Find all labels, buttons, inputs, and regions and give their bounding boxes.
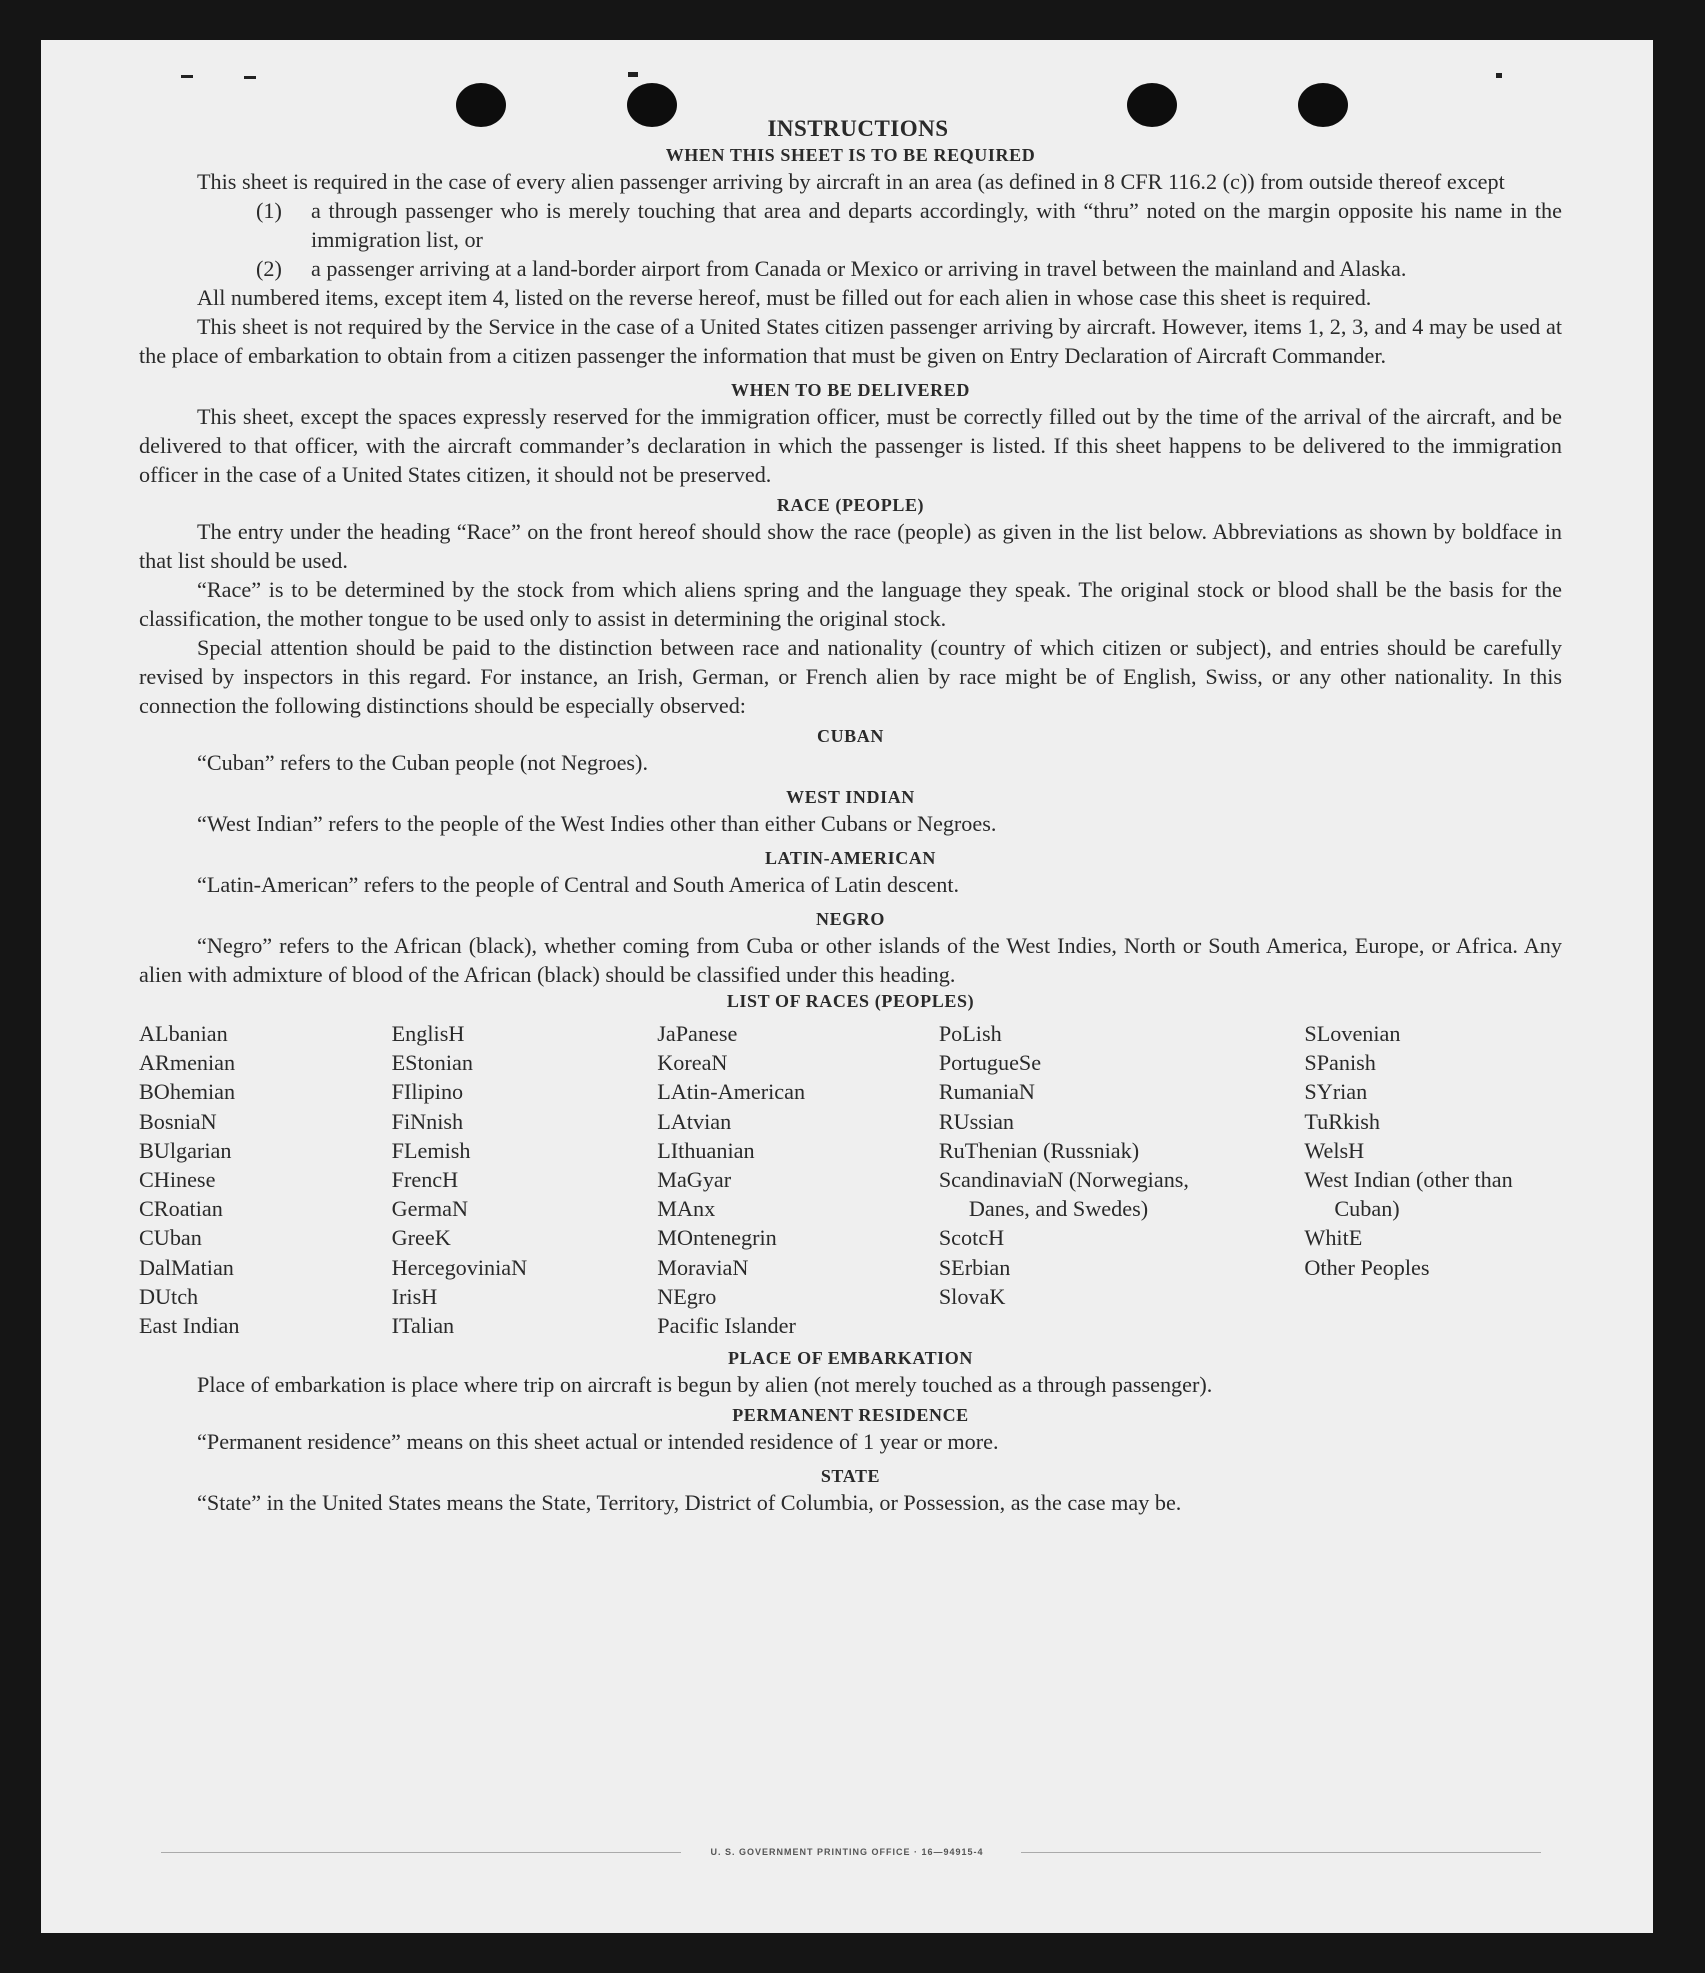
numbered-item [139, 254, 1562, 283]
race-column [1304, 1019, 1562, 1340]
list-item: BosniaN [139, 1108, 217, 1134]
list-item: MAnx [657, 1196, 716, 1222]
list-item: SYrian [1304, 1079, 1368, 1105]
list-item: ScotcH [938, 1225, 1005, 1251]
heading-when-required: WHEN THIS SHEET IS TO BE REQUIRED [665, 145, 1036, 165]
list-item: SlovaK [938, 1283, 1006, 1309]
paragraph: “West Indian” refers to the people of the West Indies other than either Cubans or Negroes. [197, 811, 997, 836]
race-column [392, 1019, 658, 1340]
list-item: SPanish [1304, 1050, 1376, 1076]
paragraph: Special attention should be paid to the distinction between race and nationality (country of which citizen or subject), and entries should be carefully revised by inspectors in this regard. For instance, an Irish, German, or French alien by race might be of English, Swiss, or any other nationality. In this connection the following distinctions should be especially observed: [139, 635, 1562, 718]
list-item: GreeK [391, 1225, 451, 1251]
list-item: WelsH [1304, 1137, 1365, 1163]
speck [244, 76, 256, 79]
heading-list-of-races: LIST OF RACES (PEOPLES) [726, 991, 975, 1011]
list-item: GermaN [391, 1196, 469, 1222]
list-item: CRoatian [139, 1196, 223, 1222]
list-item: RumaniaN [938, 1079, 1035, 1105]
list-item: RuThenian (Russniak) [938, 1137, 1140, 1163]
list-item: FiNnish [391, 1108, 464, 1134]
paragraph: This sheet is required in the case of every alien passenger arriving by aircraft in an area (as defined in 8 CFR 116.2 (c)) from outside thereof except [197, 169, 1505, 194]
race-list [139, 1019, 1562, 1340]
list-item: MaGyar [657, 1167, 732, 1193]
speck [181, 75, 193, 78]
heading-permanent-residence: PERMANENT RESIDENCE [732, 1405, 969, 1426]
list-item: SErbian [938, 1254, 1011, 1280]
paragraph: “Cuban” refers to the Cuban people (not Negroes). [197, 750, 648, 775]
item-number: (1) [256, 198, 282, 223]
list-item: PortugueSe [938, 1050, 1042, 1076]
speck [628, 72, 638, 77]
list-item: Pacific Islander [657, 1313, 796, 1339]
heading-west-indian: WEST INDIAN [786, 787, 915, 807]
list-item: TuRkish [1304, 1108, 1381, 1134]
heading-state: STATE [820, 1466, 881, 1487]
list-item: SLovenian [1304, 1021, 1401, 1046]
list-item: MOntenegrin [657, 1225, 777, 1251]
list-item: FLemish [391, 1137, 471, 1163]
paragraph: This sheet is not required by the Service in the case of a United States citizen passenger arriving by aircraft. However, items 1, 2, 3, and 4 may be used at the place of embarkation to obtain from a citizen passenger the information that must be given on Entry Declaration of Aircraft Commander. [139, 314, 1562, 368]
heading-race: RACE (PEOPLE) [776, 495, 925, 515]
list-item: ScandinaviaN (Norwegians, Danes, and Swedes) [938, 1167, 1189, 1222]
document-sheet [41, 40, 1653, 1933]
list-item: MoraviaN [657, 1254, 749, 1280]
heading-negro: NEGRO [815, 909, 885, 929]
list-item: FIlipino [391, 1079, 464, 1105]
heading-when-delivered: WHEN TO BE DELIVERED [731, 380, 970, 400]
list-item: IrisH [391, 1283, 438, 1309]
document-body [139, 115, 1562, 1517]
list-item: WhitE [1304, 1225, 1363, 1251]
list-item: KoreaN [657, 1050, 728, 1076]
heading-latin-american: LATIN-AMERICAN [764, 848, 937, 868]
list-item: BUlgarian [139, 1137, 232, 1163]
list-item: ALbanian [139, 1021, 228, 1046]
list-item: DalMatian [139, 1254, 234, 1280]
page-title: INSTRUCTIONS [767, 116, 949, 141]
paragraph: “Negro” refers to the African (black), whether coming from Cuba or other islands of the West Indies, North or South America, Europe, or Africa. Any alien with admixture of blood of the African (black) should be classified under this heading. [139, 933, 1562, 987]
list-item: CUban [139, 1225, 202, 1251]
paragraph: “State” in the United States means the State, Territory, District of Columbia, or Possession, as the case may be. [197, 1490, 1182, 1516]
list-item: EStonian [391, 1050, 473, 1076]
list-item: East Indian [139, 1313, 240, 1339]
list-item: RUssian [938, 1108, 1015, 1134]
list-item: LAtvian [657, 1108, 732, 1134]
item-text: a through passenger who is merely touching that area and departs accordingly, with “thru” noted on the margin opposite his name in the immigration list, or [311, 198, 1562, 252]
list-item: Other Peoples [1304, 1254, 1430, 1280]
list-item: PoLish [938, 1021, 1002, 1046]
race-column [657, 1019, 939, 1340]
list-item: ITalian [391, 1313, 455, 1339]
list-item: NEgro [657, 1283, 717, 1309]
list-item: LIthuanian [657, 1137, 755, 1163]
list-item: West Indian (other than Cuban) [1304, 1167, 1513, 1222]
numbered-item [139, 196, 1562, 254]
printer-imprint: U. S. GOVERNMENT PRINTING OFFICE · 16—94915-4 [710, 1847, 984, 1857]
heading-cuban: CUBAN [816, 726, 884, 746]
race-column [139, 1019, 392, 1340]
list-item: CHinese [139, 1167, 216, 1193]
speck [1496, 73, 1502, 78]
paragraph: “Latin-American” refers to the people of Central and South America of Latin descent. [197, 872, 960, 897]
list-item: ARmenian [139, 1050, 236, 1076]
paragraph: Place of embarkation is place where trip on aircraft is begun by alien (not merely touched as a through passenger). [197, 1372, 1213, 1398]
paragraph: “Race” is to be determined by the stock from which aliens spring and the language they speak. The original stock or blood shall be the basis for the classification, the mother tongue to be used only to assist in determining the original stock. [139, 577, 1562, 631]
heading-place-of-embarkation: PLACE OF EMBARKATION [727, 1348, 973, 1369]
list-item: LAtin-American [657, 1079, 806, 1105]
paragraph: The entry under the heading “Race” on the front hereof should show the race (people) as given in the list below. Abbreviations as shown by boldface in that list should be used. [139, 519, 1562, 573]
list-item: BOhemian [139, 1079, 236, 1105]
item-number: (2) [256, 256, 282, 281]
paragraph: “Permanent residence” means on this sheet actual or intended residence of 1 year or more. [197, 1429, 999, 1455]
race-column [939, 1019, 1241, 1340]
paragraph: This sheet, except the spaces expressly reserved for the immigration officer, must be correctly filled out by the time of the arrival of the aircraft, and be delivered to that officer, with the aircraft commander’s declaration in which the passenger is listed. If this sheet happens to be delivered to the immigration officer in the case of a United States citizen, it should not be preserved. [139, 404, 1562, 487]
list-item: JaPanese [657, 1021, 738, 1046]
list-item: FrencH [391, 1167, 459, 1193]
list-item: HercegoviniaN [391, 1254, 528, 1280]
list-item: DUtch [139, 1283, 199, 1309]
item-text: a passenger arriving at a land-border airport from Canada or Mexico or arriving in travel between the mainland and Alaska. [311, 256, 1407, 281]
list-item: EnglisH [391, 1021, 465, 1046]
paragraph: All numbered items, except item 4, listed on the reverse hereof, must be filled out for each alien in whose case this sheet is required. [197, 285, 1372, 310]
